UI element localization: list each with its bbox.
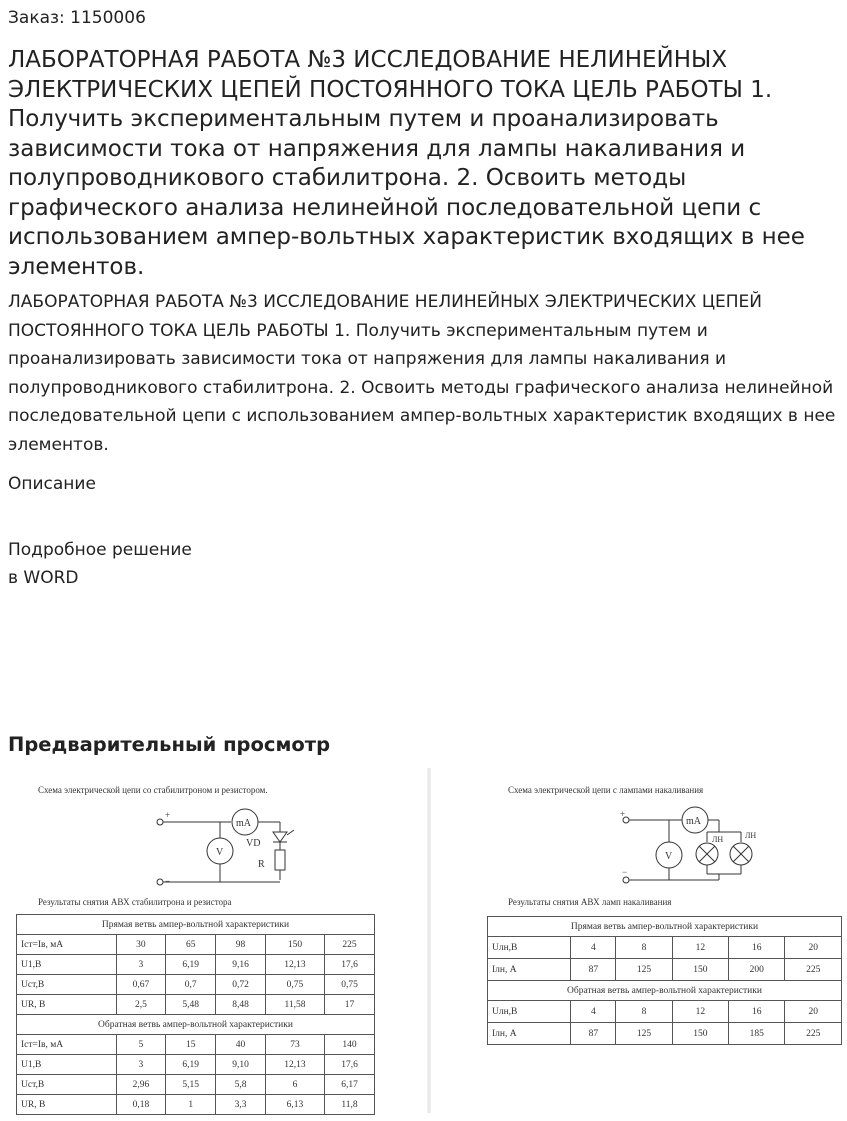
table-cell: 1 bbox=[166, 1095, 216, 1115]
table-cell: UR, В bbox=[17, 995, 117, 1015]
diode-label: VD bbox=[246, 838, 261, 849]
table-cell: 6,19 bbox=[166, 1055, 216, 1075]
table-cell: 73 bbox=[265, 1035, 324, 1055]
table-cell: Iлн, А bbox=[488, 959, 571, 981]
forward-branch-header: Прямая ветвь ампер-вольтной характеристики bbox=[488, 917, 842, 937]
table-cell: 12,13 bbox=[265, 1055, 324, 1075]
table-cell: 225 bbox=[785, 1023, 842, 1045]
ammeter-label: mA bbox=[686, 816, 701, 827]
table-cell: 4 bbox=[571, 1001, 616, 1023]
table-cell: 6,19 bbox=[166, 955, 216, 975]
table-section-header bbox=[488, 917, 842, 937]
table-cell: 8 bbox=[616, 1001, 672, 1023]
table-cell: 3,3 bbox=[216, 1095, 266, 1115]
table-cell: Uст,В bbox=[17, 1075, 117, 1095]
table-cell: 11,8 bbox=[325, 1095, 375, 1115]
table-cell: 0,7 bbox=[166, 975, 216, 995]
table-row bbox=[17, 935, 375, 955]
circuit-caption: Схема электрической цепи с лампами накаливания bbox=[508, 785, 704, 795]
table-cell: Uлн,В bbox=[488, 1001, 571, 1023]
table-cell: 225 bbox=[785, 959, 842, 981]
table-cell: 17,6 bbox=[325, 955, 375, 975]
table-cell: 150 bbox=[672, 1023, 728, 1045]
voltmeter-label: V bbox=[665, 851, 673, 862]
circuit-caption: Схема электрической цепи со стабилитроном и резистором. bbox=[38, 785, 268, 795]
table-cell: 20 bbox=[785, 937, 842, 959]
solution-note bbox=[8, 536, 192, 592]
table-cell: 5 bbox=[116, 1035, 166, 1055]
table-cell: 8,48 bbox=[216, 995, 266, 1015]
table-row bbox=[488, 937, 842, 959]
table-cell: 30 bbox=[116, 935, 166, 955]
table-cell: 16 bbox=[729, 1001, 785, 1023]
table-cell: 12 bbox=[672, 937, 728, 959]
table-cell: 17,6 bbox=[325, 1055, 375, 1075]
preview-page-left bbox=[8, 768, 423, 1113]
lamp-results-table bbox=[487, 916, 842, 1045]
zener-results-table bbox=[16, 914, 375, 1115]
table-cell: 17 bbox=[325, 995, 375, 1015]
table-cell: 5,15 bbox=[166, 1075, 216, 1095]
results-caption: Результаты снятия АВХ стабилитрона и резистора bbox=[38, 897, 232, 907]
table-cell: Iст=Iв, мА bbox=[17, 1035, 117, 1055]
plus-terminal-label: + bbox=[620, 809, 626, 819]
table-cell: 0,67 bbox=[116, 975, 166, 995]
table-row bbox=[17, 1055, 375, 1075]
table-cell: 6,17 bbox=[325, 1075, 375, 1095]
solution-format: в WORD bbox=[8, 568, 79, 588]
zener-circuit-diagram bbox=[148, 804, 308, 889]
work-summary: ЛАБОРАТОРНАЯ РАБОТА №3 ИССЛЕДОВАНИЕ НЕЛИНЕЙНЫХ ЭЛЕКТРИЧЕСКИХ ЦЕПЕЙ ПОСТОЯННОГО ТОКА ЦЕЛЬ РАБОТЫ 1. Получить экспериментальным путем и проанализировать зависимости тока от напряжения для лампы накаливания и полупроводникового стабилитрона. 2. Освоить методы графического анализа нелинейной последовательной цепи с использованием ампер-вольтных характеристик входящих в нее элементов. bbox=[8, 292, 836, 455]
table-section-header bbox=[17, 1015, 375, 1035]
preview-heading: Предварительный просмотр bbox=[8, 733, 331, 756]
lamp1-label: ЛН bbox=[712, 835, 724, 844]
minus-terminal-label: − bbox=[165, 876, 171, 886]
reverse-branch-header: Обратная ветвь ампер-вольтной характеристики bbox=[488, 981, 842, 1001]
table-cell: Iст=Iв, мА bbox=[17, 935, 117, 955]
table-cell: Uст,В bbox=[17, 975, 117, 995]
table-cell: 6,13 bbox=[265, 1095, 324, 1115]
sheet-divider bbox=[427, 768, 431, 1113]
table-cell: Iлн, А bbox=[488, 1023, 571, 1045]
table-cell: 185 bbox=[729, 1023, 785, 1045]
table-cell: U1,В bbox=[17, 955, 117, 975]
table-cell: Uлн,В bbox=[488, 937, 571, 959]
table-cell: 20 bbox=[785, 1001, 842, 1023]
table-cell: 16 bbox=[729, 937, 785, 959]
table-section-header bbox=[17, 915, 375, 935]
table-row bbox=[17, 1075, 375, 1095]
preview-area bbox=[0, 768, 847, 1121]
table-cell: 150 bbox=[265, 935, 324, 955]
table-cell: 2,96 bbox=[116, 1075, 166, 1095]
lamp2-label: ЛН bbox=[745, 831, 757, 840]
table-cell: 200 bbox=[729, 959, 785, 981]
table-cell: 11,58 bbox=[265, 995, 324, 1015]
table-cell: 15 bbox=[166, 1035, 216, 1055]
table-cell: 140 bbox=[325, 1035, 375, 1055]
table-cell: 3 bbox=[116, 955, 166, 975]
preview-page-right bbox=[434, 768, 847, 1113]
table-cell: 12 bbox=[672, 1001, 728, 1023]
table-cell: 0,72 bbox=[216, 975, 266, 995]
table-cell: 0,75 bbox=[325, 975, 375, 995]
forward-branch-header: Прямая ветвь ампер-вольтной характеристики bbox=[17, 915, 375, 935]
table-cell: 4 bbox=[571, 937, 616, 959]
table-row bbox=[488, 1023, 842, 1045]
minus-terminal-label: − bbox=[622, 867, 628, 877]
table-cell: 8 bbox=[616, 937, 672, 959]
table-cell: 0,75 bbox=[265, 975, 324, 995]
table-cell: 87 bbox=[571, 1023, 616, 1045]
table-cell: UR, В bbox=[17, 1095, 117, 1115]
table-cell: 0,18 bbox=[116, 1095, 166, 1115]
table-cell: 65 bbox=[166, 935, 216, 955]
table-cell: 12,13 bbox=[265, 955, 324, 975]
table-cell: U1,В bbox=[17, 1055, 117, 1075]
resistor-label: R bbox=[258, 859, 265, 870]
table-cell: 125 bbox=[616, 1023, 672, 1045]
table-row bbox=[17, 955, 375, 975]
table-section-header bbox=[488, 981, 842, 1001]
table-row bbox=[17, 975, 375, 995]
ammeter-label: mA bbox=[236, 818, 251, 829]
table-row bbox=[17, 995, 375, 1015]
reverse-branch-header: Обратная ветвь ампер-вольтной характеристики bbox=[17, 1015, 375, 1035]
table-row bbox=[488, 959, 842, 981]
table-cell: 2,5 bbox=[116, 995, 166, 1015]
page-title: ЛАБОРАТОРНАЯ РАБОТА №3 ИССЛЕДОВАНИЕ НЕЛИНЕЙНЫХ ЭЛЕКТРИЧЕСКИХ ЦЕПЕЙ ПОСТОЯННОГО ТОКА ЦЕЛЬ РАБОТЫ 1. Получить экспериментальным путем и проанализировать зависимости тока от напряжения для лампы накаливания и полупроводникового стабилитрона. 2. Освоить методы графического анализа нелинейной последовательной цепи с использованием ампер-вольтных характеристик входящих в нее элементов. bbox=[8, 47, 805, 280]
table-cell: 5,8 bbox=[216, 1075, 266, 1095]
table-row bbox=[488, 1001, 842, 1023]
description-label: Описание bbox=[8, 474, 96, 494]
table-cell: 98 bbox=[216, 935, 266, 955]
table-row bbox=[17, 1035, 375, 1055]
results-caption: Результаты снятия АВХ ламп накаливания bbox=[508, 897, 672, 907]
table-cell: 3 bbox=[116, 1055, 166, 1075]
order-number: Заказ: 1150006 bbox=[8, 8, 146, 28]
table-cell: 9,10 bbox=[216, 1055, 266, 1075]
table-cell: 40 bbox=[216, 1035, 266, 1055]
table-cell: 125 bbox=[616, 959, 672, 981]
table-cell: 87 bbox=[571, 959, 616, 981]
table-cell: 225 bbox=[325, 935, 375, 955]
table-cell: 6 bbox=[265, 1075, 324, 1095]
voltmeter-label: V bbox=[216, 847, 224, 858]
table-cell: 150 bbox=[672, 959, 728, 981]
plus-terminal-label: + bbox=[165, 810, 171, 820]
solution-line: Подробное решение bbox=[8, 540, 192, 560]
table-cell: 5,48 bbox=[166, 995, 216, 1015]
table-row bbox=[17, 1095, 375, 1115]
table-cell: 9,16 bbox=[216, 955, 266, 975]
lamp-circuit-diagram bbox=[614, 804, 764, 889]
